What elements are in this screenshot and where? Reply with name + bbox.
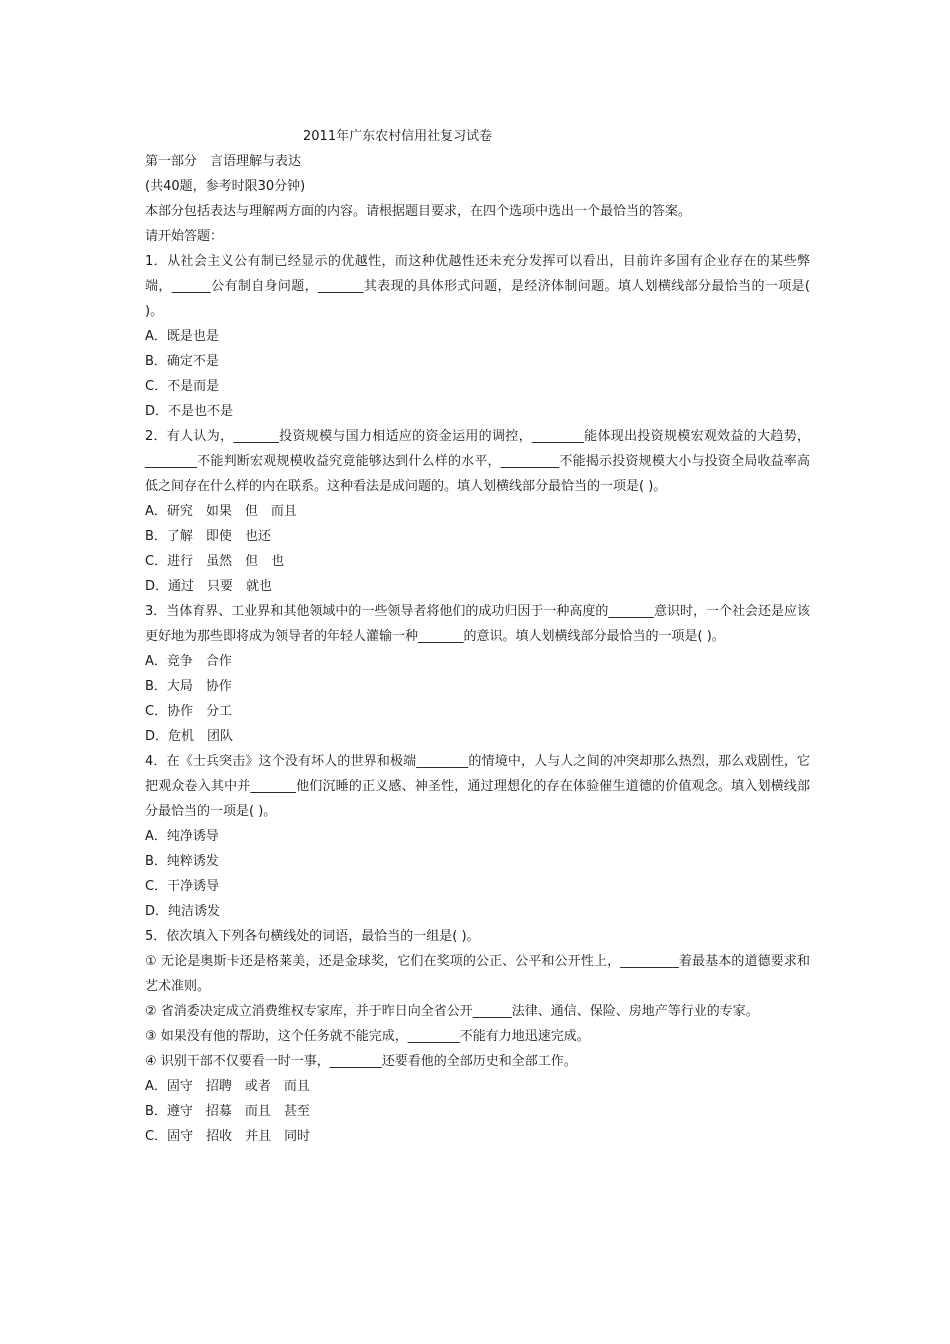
question-5-sentence-3: ③ 如果没有他的帮助，这个任务就不能完成，________不能有力地迅速完成。 bbox=[145, 1029, 590, 1044]
question-2-option-a: A．研究 如果 但 而且 bbox=[145, 504, 297, 519]
start-prompt: 请开始答题： bbox=[145, 229, 224, 244]
question-5-sentence-1: ① 无论是奥斯卡还是格莱美，还是金球奖，它们在奖项的公正、公平和公开性上，_________着最基本的道德要求和艺术准则。 bbox=[145, 954, 810, 994]
question-2-option-b: B．了解 即使 也还 bbox=[145, 529, 271, 544]
question-5-sentence-2: ② 省消委决定成立消费维权专家库，并于昨日向全省公开______法律、通信、保险、房地产等行业的专家。 bbox=[145, 1004, 759, 1019]
question-4-option-c: C．干净诱导 bbox=[145, 879, 220, 894]
question-3-option-c: C．协作 分工 bbox=[145, 704, 233, 719]
question-2-option-c: C．进行 虽然 但 也 bbox=[145, 554, 285, 569]
document-content bbox=[145, 124, 810, 1149]
question-3-option-b: B．大局 协作 bbox=[145, 679, 232, 694]
section-intro: 本部分包括表达与理解两方面的内容。请根据题目要求，在四个选项中选出一个最恰当的答案。 bbox=[145, 204, 692, 219]
question-1-option-d: D．不是也不是 bbox=[145, 404, 234, 419]
question-3-option-a: A．竞争 合作 bbox=[145, 654, 232, 669]
question-5-stem: 5．依次填入下列各句横线处的词语，最恰当的一组是( )。 bbox=[145, 929, 480, 944]
section-heading: 第一部分 言语理解与表达 bbox=[145, 154, 302, 169]
question-5-option-a: A．固守 招聘 或者 而且 bbox=[145, 1079, 310, 1094]
question-4-option-a: A．纯净诱导 bbox=[145, 829, 219, 844]
question-1-option-a: A．既是也是 bbox=[145, 329, 219, 344]
question-3-stem: 3．当体育界、工业界和其他领域中的一些领导者将他们的成功归因于一种高度的_______意识时，一个社会还是应该更好地为那些即将成为领导者的年轻人灌输一种_______的意识。填人划横线部分最恰当的一项是( )。 bbox=[145, 604, 810, 644]
question-4-stem: 4．在《士兵突击》这个没有坏人的世界和极端________的情境中，人与人之间的冲突却那么热烈，那么戏剧性，它把观众卷入其中并_______他们沉睡的正义感、神圣性，通过理想化的存在体验催生道德的价值观念。填入划横线部分最恰当的一项是( )。 bbox=[145, 754, 810, 819]
question-1-option-b: B．确定不是 bbox=[145, 354, 219, 369]
question-4-option-b: B．纯粹诱发 bbox=[145, 854, 219, 869]
question-1-stem: 1．从社会主义公有制已经显示的优越性，而这种优越性还未充分发挥可以看出，目前许多国有企业存在的某些弊端，______公有制自身问题，_______其表现的具体形式问题，是经济体制问题。填人划横线部分最恰当的一项是( )。 bbox=[145, 254, 810, 319]
document-title: 2011年广东农村信用社复习试卷 bbox=[303, 129, 493, 144]
question-5-option-b: B．遵守 招募 而且 甚至 bbox=[145, 1104, 310, 1119]
question-5-option-c: C．固守 招收 并且 同时 bbox=[145, 1129, 311, 1144]
question-5-sentence-4: ④ 识别干部不仅要看一时一事，________还要看他的全部历史和全部工作。 bbox=[145, 1054, 577, 1069]
question-4-option-d: D．纯洁诱发 bbox=[145, 904, 221, 919]
question-3-option-d: D．危机 团队 bbox=[145, 729, 234, 744]
question-2-stem: 2．有人认为，_______投资规模与国力相适应的资金运用的调控，________能体现出投资规模宏观效益的大趋势，________不能判断宏观规模收益究竟能够达到什么样的水平，_________不能揭示投资规模大小与投资全局收益率高低之间存在什么样的内在联系。这种看法是成问题的。填人划横线部分最恰当的一项是( )。 bbox=[145, 429, 810, 494]
section-meta: (共40题，参考时限30分钟) bbox=[145, 179, 306, 194]
question-2-option-d: D．通过 只要 就也 bbox=[145, 579, 273, 594]
question-1-option-c: C．不是而是 bbox=[145, 379, 220, 394]
